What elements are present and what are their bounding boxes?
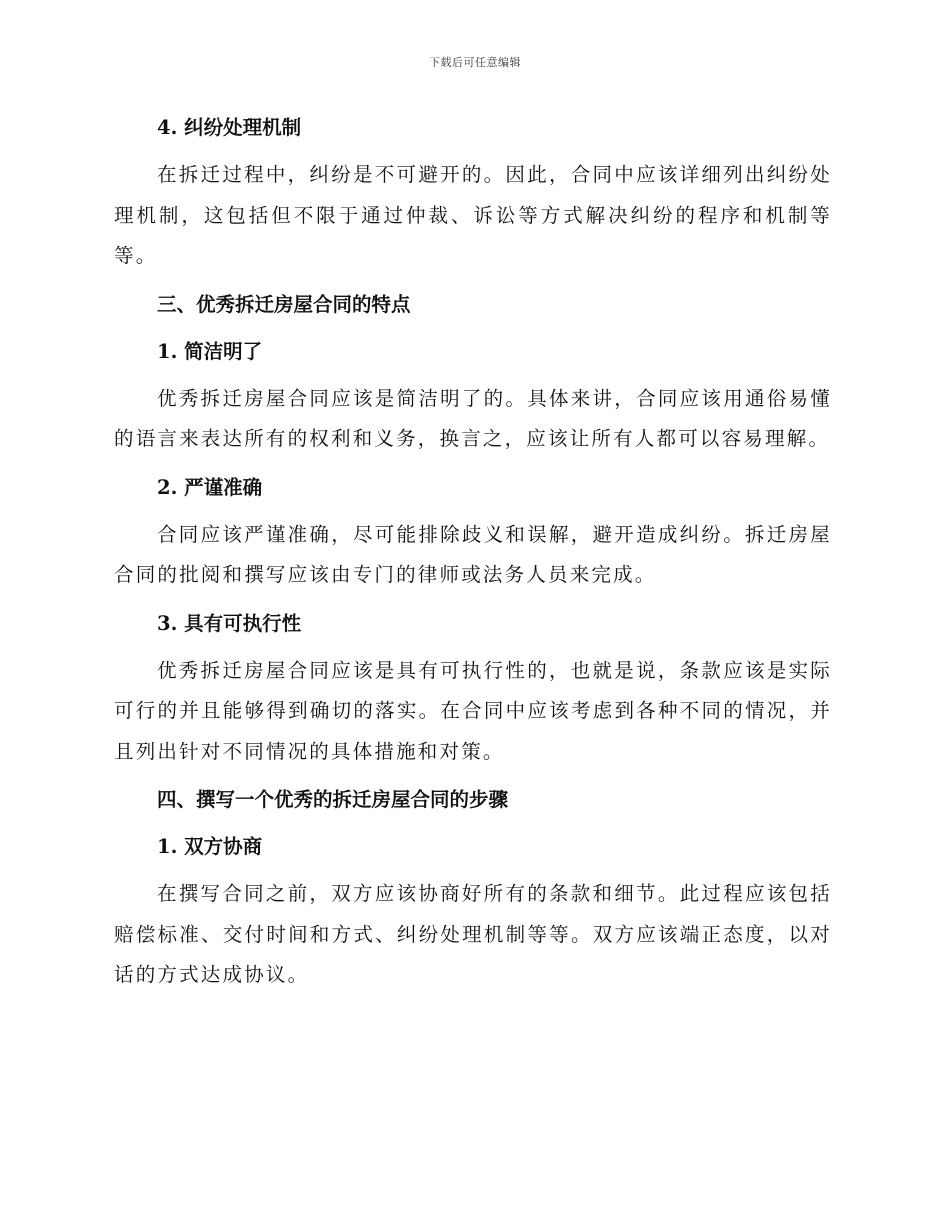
subheading-negotiation: 1. 双方协商 [157,835,263,858]
section-heading-drafting-steps: 四、撰写一个优秀的拆迁房屋合同的步骤 [157,788,509,811]
subheading-enforceable: 3. 具有可执行性 [157,611,302,635]
document-body [114,108,832,996]
subheading-rigorous: 2. 严谨准确 [157,475,263,499]
section-heading-contract-features: 三、优秀拆迁房屋合同的特点 [157,292,411,316]
paragraph-dispute-mechanism: 在拆迁过程中，纠纷是不可避开的。因此，合同中应该详细列出纠纷处理机制，这包括但不限于通过仲裁、诉讼等方式解决纠纷的程序和机制等等。 [114,163,832,267]
section-heading-dispute-mechanism: 4. 纠纷处理机制 [157,116,302,139]
subheading-concise: 1. 简洁明了 [157,339,263,363]
paragraph-concise: 优秀拆迁房屋合同应该是简洁明了的。具体来讲，合同应该用通俗易懂的语言来表达所有的权利和义务，换言之，应该让所有人都可以容易理解。 [114,386,832,450]
paragraph-enforceable: 优秀拆迁房屋合同应该是具有可执行性的，也就是说，条款应该是实际可行的并且能够得到确切的落实。在合同中应该考虑到各种不同的情况，并且列出针对不同情况的具体措施和对策。 [114,658,832,763]
paragraph-negotiation: 在撰写合同之前，双方应该协商好所有的条款和细节。此过程应该包括赔偿标准、交付时间和方式、纠纷处理机制等等。双方应该端正态度，以对话的方式达成协议。 [114,882,832,986]
paragraph-rigorous: 合同应该严谨准确，尽可能排除歧义和误解，避开造成纠纷。拆迁房屋合同的批阅和撰写应该由专门的律师或法务人员来完成。 [114,522,832,586]
page-header: 下载后可任意编辑 [429,56,521,69]
